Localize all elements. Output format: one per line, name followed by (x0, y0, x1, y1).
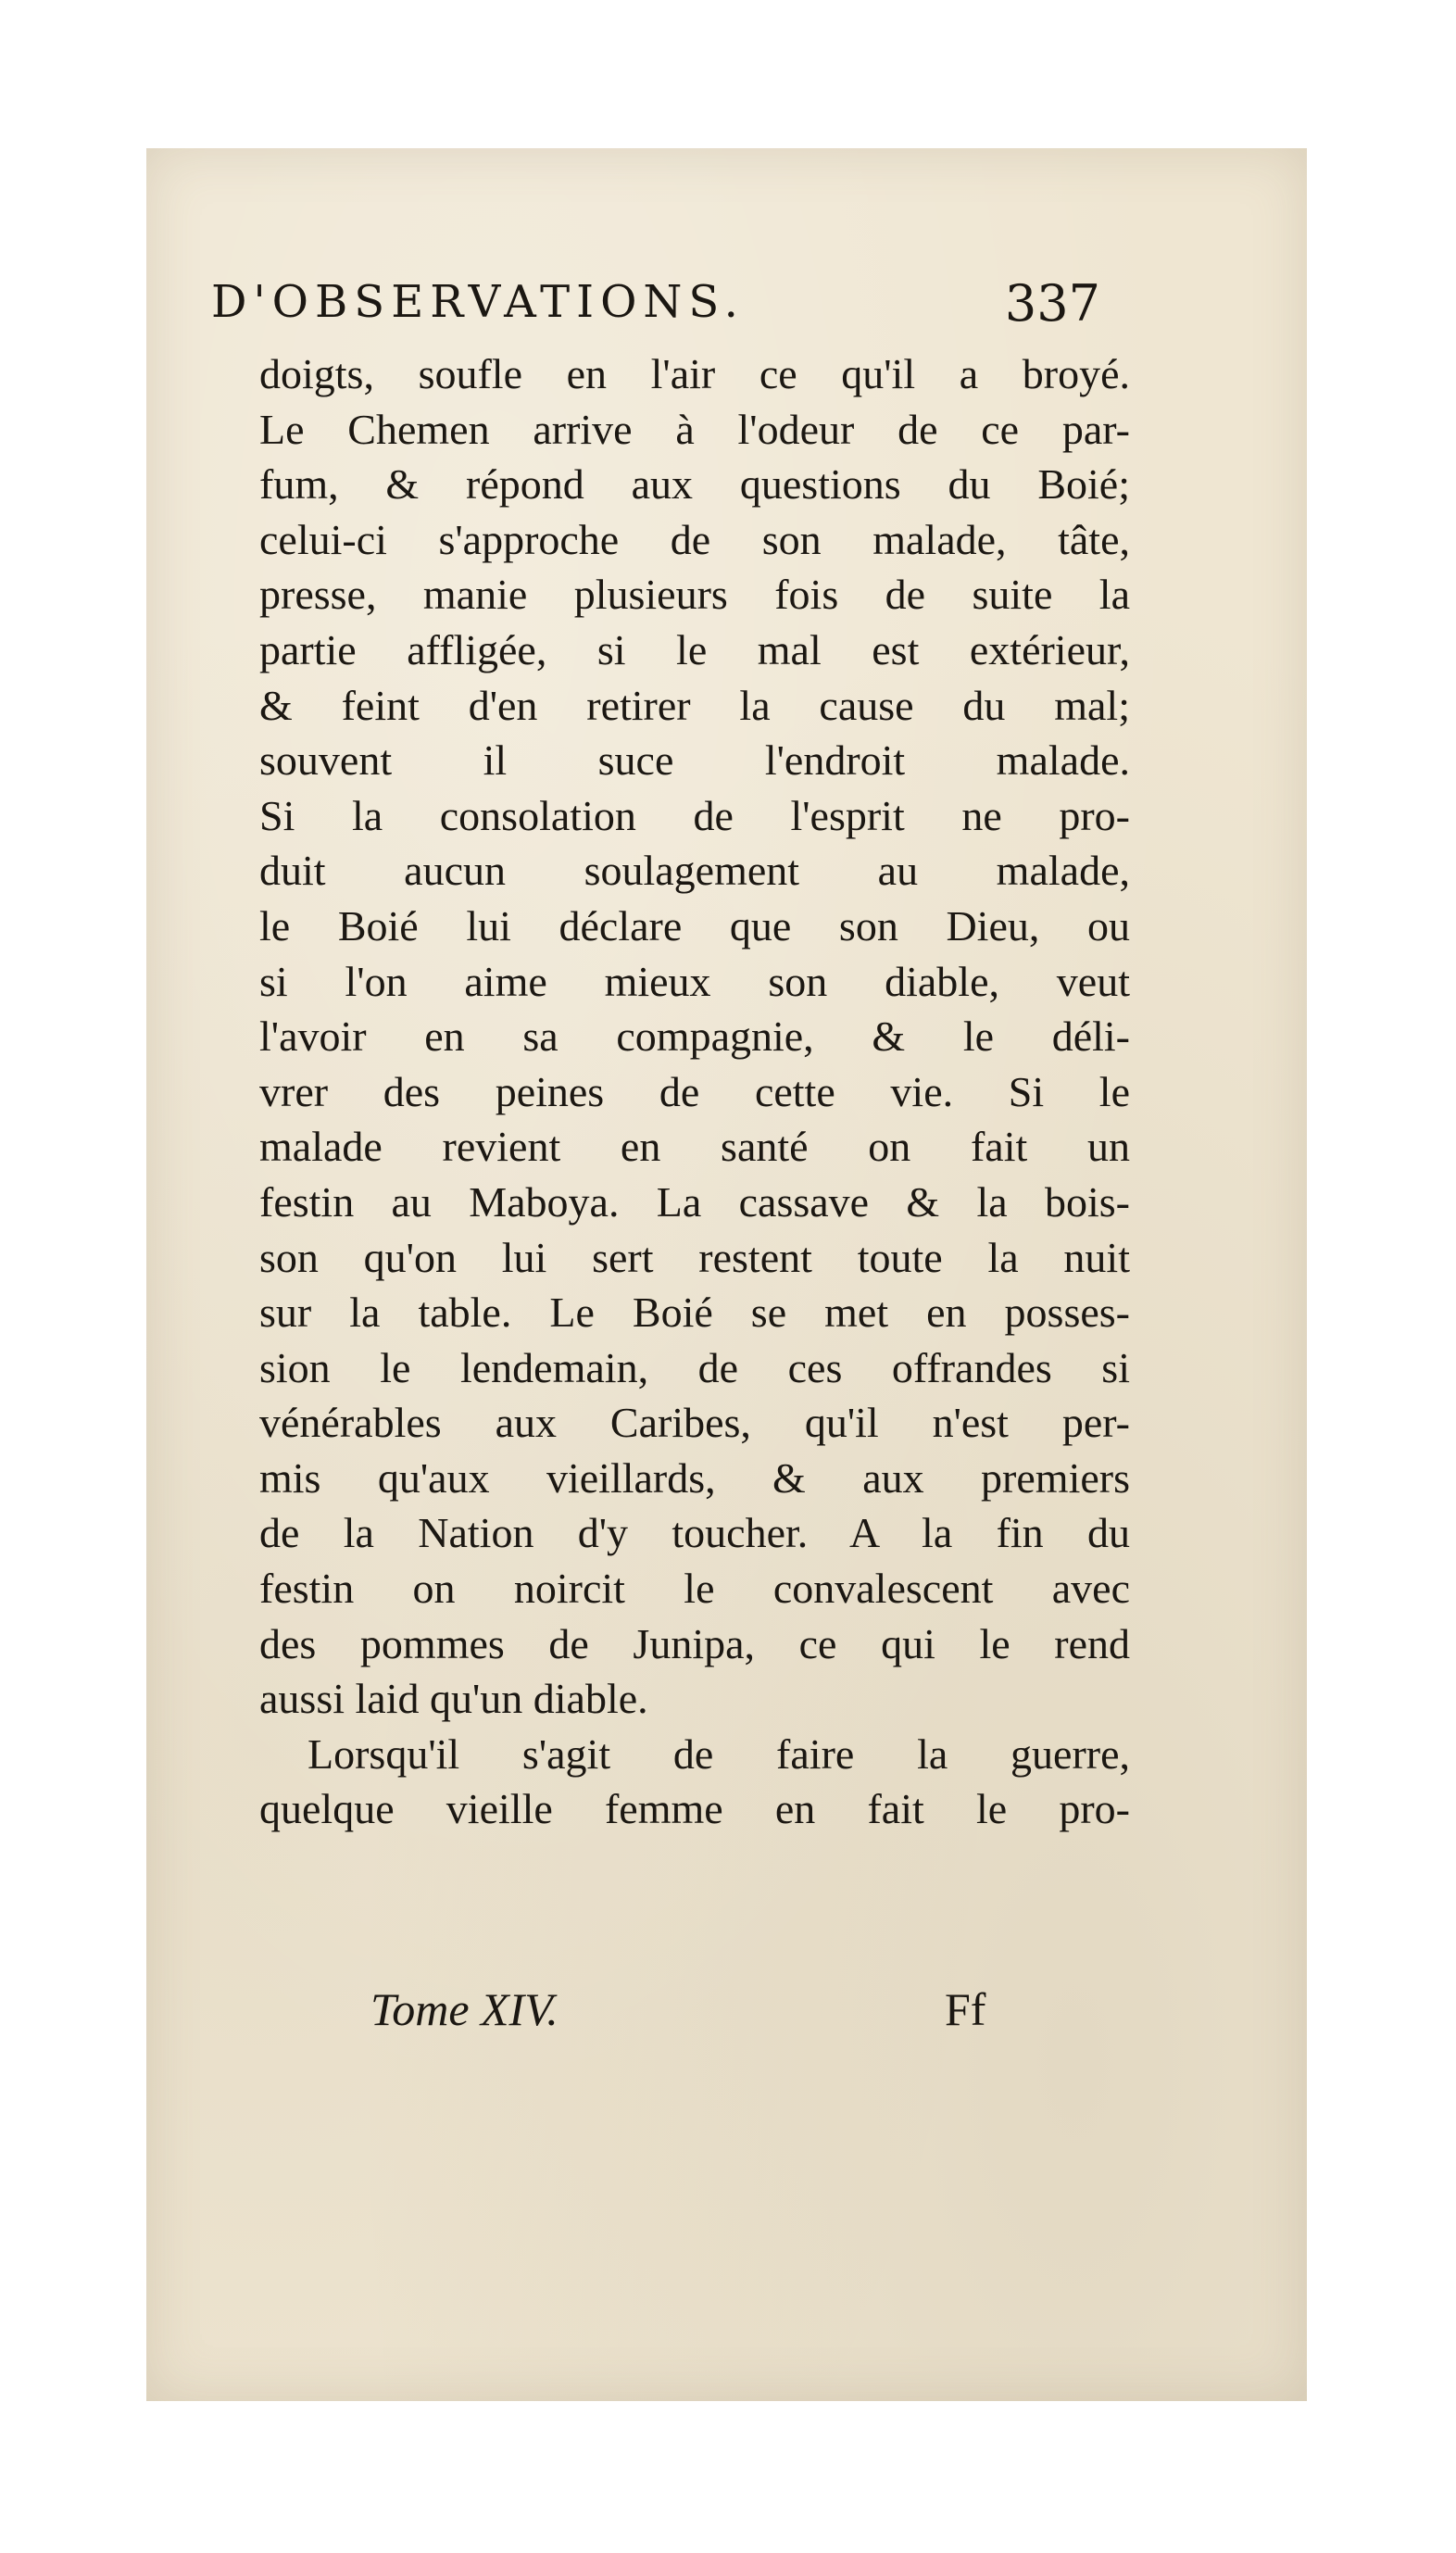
text-line: festin on noircit le convalescent avec (259, 1565, 1130, 1613)
text-line: vénérables aux Caribes, qu'il n'est per- (259, 1399, 1130, 1447)
text-line: doigts, soufle en l'air ce qu'il a broyé. (259, 350, 1130, 397)
text-line: sur la table. Le Boié se met en posses- (259, 1289, 1130, 1337)
text-line: vrer des peines de cette vie. Si le (259, 1067, 1130, 1115)
text-line: le Boié lui déclare que son Dieu, ou (259, 901, 1130, 950)
text-line: partie affligée, si le mal est extérieur, (259, 625, 1130, 673)
page-body (259, 346, 1130, 1837)
text-line: duit aucun soulagement au malade, (259, 847, 1130, 895)
running-head: D'OBSERVATIONS. (211, 276, 745, 328)
text-line: celui-ci s'approche de son malade, tâte, (259, 515, 1130, 563)
text-line: malade revient en santé on fait un (259, 1123, 1130, 1171)
text-line: fum, & répond aux questions du Boié; (259, 460, 1130, 509)
page-number: 337 (1004, 274, 1100, 333)
gathering-signature: Ff (945, 1983, 986, 2035)
text-line: mis qu'aux vieillards, & aux premiers (259, 1453, 1130, 1502)
text-line: festin au Maboya. La cassave & la bois- (259, 1177, 1130, 1226)
page-footer (370, 1982, 1019, 2047)
text-line: de la Nation d'y toucher. A la fin du (259, 1509, 1130, 1557)
text-line: l'avoir en sa compagnie, & le déli- (259, 1012, 1130, 1061)
text-line: aussi laid qu'un diable. (259, 1675, 648, 1723)
text-line: & feint d'en retirer la cause du mal; (259, 681, 1130, 729)
text-line: quelque vieille femme en fait le pro- (259, 1785, 1130, 1833)
text-line: des pommes de Junipa, ce qui le rend (259, 1619, 1130, 1667)
text-line: Lorsqu'il s'agit de faire la guerre, (308, 1729, 1130, 1778)
text-line: souvent il suce l'endroit malade. (259, 736, 1130, 785)
text-line: son qu'on lui sert restent toute la nuit (259, 1233, 1130, 1281)
text-line: Le Chemen arrive à l'odeur de ce par- (259, 405, 1130, 453)
text-line: si l'on aime mieux son diable, veut (259, 957, 1130, 1005)
text-line: sion le lendemain, de ces offrandes si (259, 1343, 1130, 1391)
text-line: Si la consolation de l'esprit ne pro- (259, 791, 1130, 839)
page-header (211, 276, 1100, 341)
volume-signature: Tome XIV. (370, 1983, 559, 2035)
text-line: presse, manie plusieurs fois de suite la (259, 571, 1130, 619)
